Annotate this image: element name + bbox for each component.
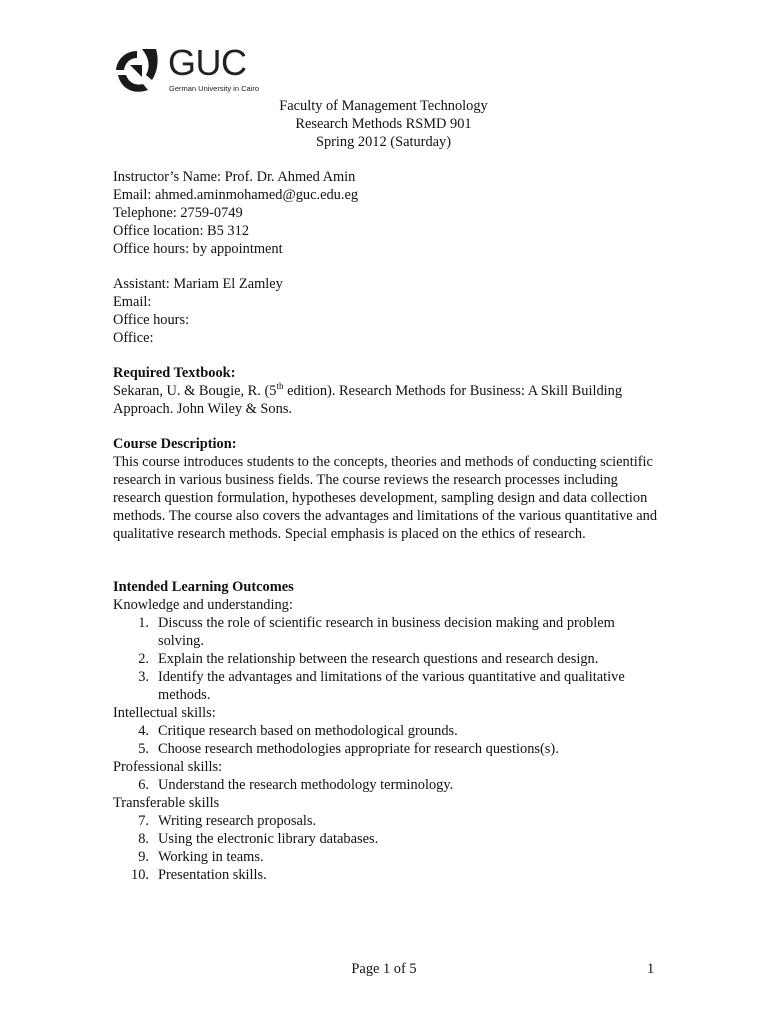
- assistant-email: Email:: [113, 294, 152, 310]
- instructor-office-hours: Office hours: by appointment: [113, 241, 283, 257]
- assistant-name: Assistant: Mariam El Zamley: [113, 276, 283, 292]
- outcome-group-label: Transferable skills: [113, 795, 220, 811]
- logo-wordmark: GUC: [168, 42, 247, 83]
- guc-emblem-icon: [112, 45, 162, 95]
- outcome-group-label: Professional skills:: [113, 759, 223, 775]
- course-description-text: This course introduces students to the concepts, theories and methods of conducting scientific research in various business fields. The course reviews the research processes including research question formulation, hypotheses development, sampling design and data collection methods. The course also covers the advantages and limitations of the various quantitative and qualitative research methods. Special emphasis is placed on the ethics of research.: [113, 454, 658, 542]
- outcome-group-label: Intellectual skills:: [113, 705, 216, 721]
- assistant-office: Office:: [113, 330, 154, 346]
- outcome-item: 2. Explain the relationship between the research questions and research design.: [138, 651, 599, 667]
- assistant-office-hours: Office hours:: [113, 312, 190, 328]
- faculty-name: Faculty of Management Technology: [279, 98, 488, 114]
- outcome-item: 5. Choose research methodologies appropriate for research questions(s).: [138, 741, 559, 757]
- instructor-email: Email: ahmed.aminmohamed@guc.edu.eg: [113, 187, 359, 203]
- document-header: [113, 97, 654, 151]
- learning-outcomes-heading: Intended Learning Outcomes: [113, 579, 294, 595]
- textbook-heading: Required Textbook:: [113, 365, 236, 381]
- outcome-item: 9. Working in teams.: [138, 849, 264, 865]
- instructor-name: Instructor’s Name: Prof. Dr. Ahmed Amin: [113, 169, 356, 185]
- outcome-item: 4. Critique research based on methodological grounds.: [138, 723, 458, 739]
- course-title: Research Methods RSMD 901: [295, 116, 472, 132]
- textbook-section: [113, 364, 658, 418]
- learning-outcomes-section: [113, 578, 658, 884]
- outcome-item: 7. Writing research proposals.: [138, 813, 317, 829]
- outcome-item: 10. Presentation skills.: [131, 867, 267, 883]
- course-term: Spring 2012 (Saturday): [315, 134, 452, 150]
- course-description-heading: Course Description:: [113, 436, 237, 452]
- outcome-item: 6. Understand the research methodology terminology.: [138, 777, 454, 793]
- course-description-section: [113, 435, 658, 543]
- outcome-item: 3. Identify the advantages and limitations of the various quantitative and qualitative methods.: [138, 669, 625, 703]
- page-number: 1: [647, 961, 655, 977]
- textbook-citation: Sekaran, U. & Bougie, R. (5th edition). Research Methods for Business: A Skill Building Approach. John Wiley & Sons.: [113, 381, 623, 417]
- logo-subtitle: German University in Cairo: [169, 84, 260, 93]
- page-count-footer: Page 1 of 5: [351, 961, 417, 977]
- outcome-item: 8. Using the electronic library databases.: [138, 831, 379, 847]
- instructor-info: [113, 168, 658, 258]
- instructor-telephone: Telephone: 2759-0749: [113, 205, 243, 221]
- guc-logo: [112, 42, 262, 97]
- assistant-info: [113, 275, 658, 347]
- outcome-group-label: Knowledge and understanding:: [113, 597, 293, 613]
- outcome-item: 1. Discuss the role of scientific research in business decision making and problem solving.: [138, 615, 615, 649]
- instructor-office-location: Office location: B5 312: [113, 223, 250, 239]
